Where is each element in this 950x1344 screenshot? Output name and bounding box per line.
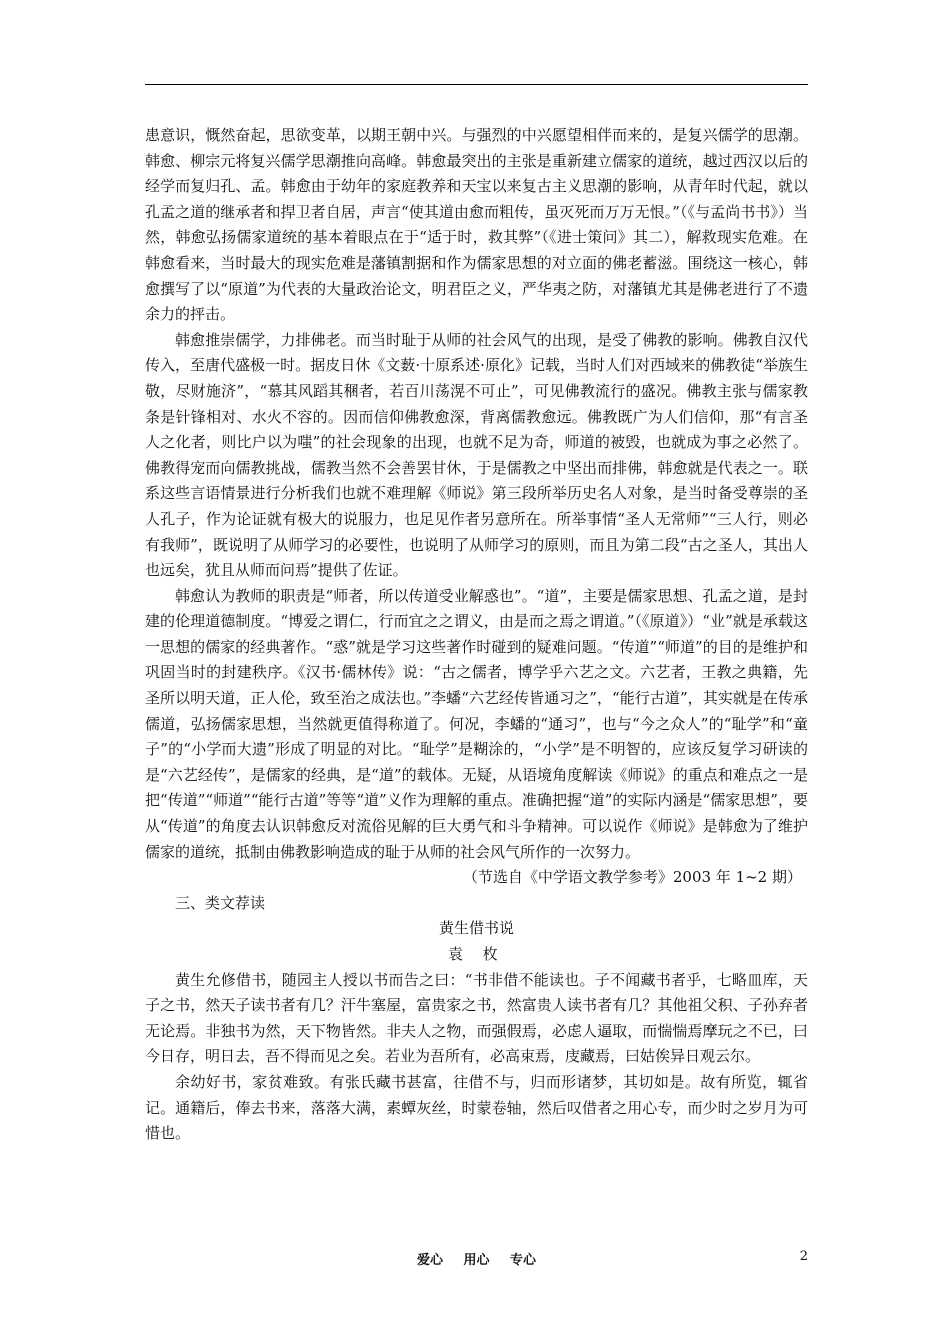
paragraph-buddhism: 韩愈推崇儒学，力排佛老。而当时耻于从师的社会风气的出现，是受了佛教的影响。佛教自汉代传入，至唐代盛极一时。据皮日休《文薮·十原系述·原化》记载，当时人们对西域来的佛教徒“举族生敬，尽财施济”，“慕其风蹈其稛者，若百川荡滉不可止”，可见佛教流行的盛况。佛教主张与儒家教条是针锋相对、水火不容的。因而信仰佛教愈深，背离儒教愈远。佛教既广为人们信仰，那“有言圣人之化者，则比户以为嗤”的社会现象的出现，也就不足为奇，师道的被毁，也就成为事之必然了。佛教得宠而向儒教挑战，儒教当然不会善罢甘休，于是儒教之中坚出而排佛，韩愈就是代表之一。联系这些言语情景进行分析我们也就不难理解《师说》第三段所举历史名人对象，是当时备受尊崇的圣人孔子，作为论证就有极大的说服力，也足见作者另意所在。所举事情“圣人无常师”“三人行，则必有我师”，既说明了从师学习的必要性，也说明了从师学习的原则，而且为第二段“古之圣人，其出人也远矣，犹且从师而问焉”提供了佐证。: [145, 330, 808, 580]
footer-slogan-1: 爱心: [416, 1253, 443, 1268]
essay-paragraph-2: 余幼好书，家贫难致。有张氏藏书甚富，往借不与，归而形诸梦，其切如是。故有所览，辄省记。通籍后，俸去书来，落落大满，素蟫灰丝，时蒙卷轴，然后叹借者之用心专，而少时之岁月为可惜也。: [145, 1072, 808, 1143]
paragraph-continued: 患意识，慨然奋起，思欲变革，以期王朝中兴。与强烈的中兴愿望相伴而来的，是复兴儒学的思潮。韩愈、柳宗元将复兴儒学思潮推向高峰。韩愈最突出的主张是重新建立儒家的道统，越过西汉以后的经学而复归孔、孟。韩愈由于幼年的家庭教养和天宝以来复古主义思潮的影响，从青年时代起，就以孔孟之道的继承者和捍卫者自居，声言“使其道由愈而粗传，虽灭死而万万无恨。”（《与孟尚书书》）当然，韩愈弘扬儒家道统的基本着眼点在于“适于时，救其弊”（《进士策问》其二），解救现实危难。在韩愈看来，当时最大的现实危难是藩镇割据和作为儒家思想的对立面的佛老蓄滋。围绕这一核心，韩愈撰写了以“原道”为代表的大量政治论文，明君臣之义，严华夷之防，对藩镇尤其是佛老进行了不遗余力的抨击。: [145, 126, 808, 324]
essay-author: 袁 枚: [447, 945, 506, 963]
document-body: [145, 123, 808, 1147]
footer-slogan-3: 专心: [510, 1253, 537, 1268]
source-citation: （节选自《中学语文教学参考》2003 年 1~2 期）: [462, 868, 802, 887]
section-heading: 三、类文荐读: [175, 893, 266, 912]
page-footer: [145, 1249, 808, 1269]
paragraph-teacher-duty: 韩愈认为教师的职责是“师者，所以传道受业解惑也”。“道”，主要是儒家思想、孔孟之道，是封建的伦理道德制度。“博爱之谓仁，行而宜之之谓义，由是而之焉之谓道。”（《原道》）“业”就是承载这一思想的儒家的经典著作。“惑”就是学习这些著作时碰到的疑难问题。“传道”“师道”的目的是维护和巩固当时的封建秩序。《汉书·儒林传》说：“古之儒者，博学乎六艺之文。六艺者，王教之典籍，先圣所以明天道，正人伦，致至治之成法也。”李蟠“六艺经传皆通习之”，“能行古道”，其实就是在传承儒道，弘扬儒家思想，当然就更值得称道了。何况，李蟠的“通习”，也与“今之众人”的“耻学”和“童子”的“小学而大遗”形成了明显的对比。“耻学”是糊涂的，“小学”是不明智的，应该反复学习研读的是“六艺经传”，是儒家的经典，是“道”的载体。无疑，从语境角度解读《师说》的重点和难点之一是把“传道”“师道”“能行古道”等等“道”义作为理解的重点。准确把握“道”的实际内涵是“儒家思想”，要从“传道”的角度去认识韩愈反对流俗见解的巨大勇气和斗争精神。可以说作《师说》是韩愈为了维护儒家的道统，抵制由佛教影响造成的耻于从师的社会风气所作的一次努力。: [145, 586, 808, 861]
header-rule: [145, 84, 808, 85]
footer-slogan: [145, 1249, 808, 1268]
footer-slogan-2: 用心: [463, 1253, 490, 1268]
essay-title: 黄生借书说: [438, 919, 514, 938]
essay-paragraph-1: 黄生允修借书，随园主人授以书而告之曰：“书非借不能读也。子不闻藏书者乎，七略皿库，天子之书，然天子读书者有几？汗牛塞屋，富贵家之书，然富贵人读书者有几？其他祖父积、子孙弃者无论焉。非独书为然，天下物皆然。非夫人之物，而强假焉，必虑人逼取，而惴惴焉摩玩之不已，曰今日存，明日去，吾不得而见之矣。若业为吾所有，必高束焉，庋藏焉，曰姑俟异日观云尔。: [145, 970, 808, 1066]
page-number: 2: [799, 1249, 808, 1264]
